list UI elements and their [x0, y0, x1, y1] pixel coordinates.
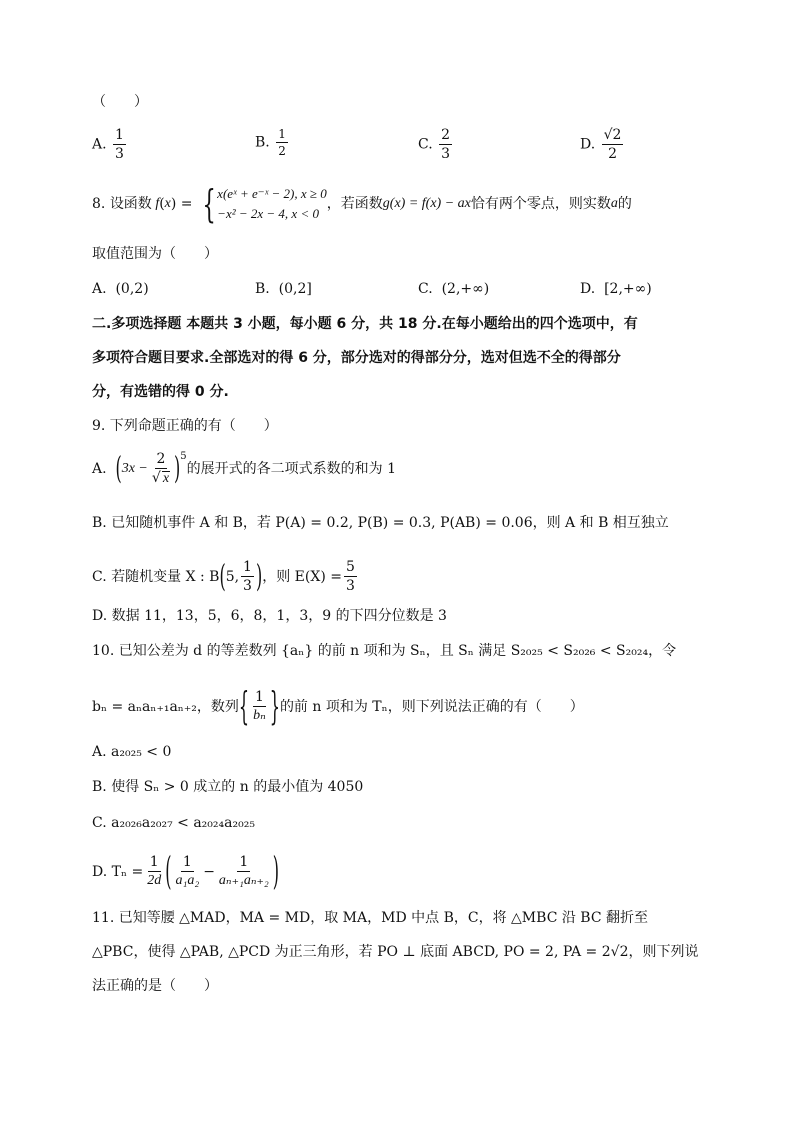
section2-line3: 分，有选错的得 0 分.	[92, 384, 229, 400]
q10-option-d-fraction3: $\frac{1}{\text{aₙ₊₁aₙ₊₂}}$	[218, 854, 269, 888]
q7-option-c-fraction: $\frac{2}{3}$	[441, 127, 451, 162]
q8-stem: 8. 设函数 f ( x ) = { x(eˣ + e⁻ˣ − 2), x ≥ 0 −x² − 2x − 4, x < 0 ，若函数 g(x) = f(x) − ax 恰有两个零点，则实数 a 的	[92, 182, 632, 226]
q10-option-c: C. a₂₀₂₆a₂₀₂₇ < a₂₀₂₄a₂₀₂₅	[92, 815, 255, 831]
section2-line2: 多项符合题目要求.全部选对的得 6 分，部分选对的得部分分，选对但选不全的得部分	[92, 350, 621, 366]
q10-option-b: B. 使得 Sₙ > 0 成立的 n 的最小值为 4050	[92, 779, 364, 795]
q7-option-d-fraction: $\frac{√2}{2}$	[603, 127, 622, 162]
q10-option-d-fraction2: $\frac{1}{\text{a₁a₂}}$	[175, 854, 200, 888]
q8-option-a: A. (0,2)	[92, 281, 149, 297]
q9-option-c-fraction1: $\frac{1}{3}$	[243, 559, 252, 594]
q9-option-a-fraction: $\frac{2}{√ x}$	[151, 451, 170, 486]
q9-option-d: D. 数据 11，13，5，6，8，1，3，9 的下四分位数是 3	[92, 608, 447, 624]
piecewise-function: { x(eˣ + e⁻ˣ − 2), x ≥ 0 −x² − 2x − 4, x < 0	[202, 182, 327, 226]
q7-option-a: A. $\frac{1}{3}$	[92, 127, 124, 162]
q11-stem-line3: 法正确的是（ ）	[92, 978, 218, 994]
q10-reciprocal-fraction: $\frac{1}{\text{bₙ}}$	[253, 689, 266, 723]
q9-option-a: A. ( 3x − $\frac{2}{√ x}$ ) $^5$ 的展开式的各二项式系数的和为 1	[92, 450, 397, 487]
q7-option-d: D. $\frac{√2}{2}$	[580, 127, 622, 162]
q7-tail: （ ）	[92, 94, 148, 110]
section2-line1: 二.多项选择题 本题共 3 小题，每小题 6 分，共 18 分.在每小题给出的四个选项中，有	[92, 316, 638, 332]
q8-stem-line2: 取值范围为（ ）	[92, 246, 218, 262]
q10-stem-line2: bₙ = aₙaₙ₊₁aₙ₊₂，数列 { $\frac{1}{\text{bₙ}}$ } 的前 n 项和为 Tₙ，则下列说法正确的有（ ）	[92, 682, 584, 729]
q7-option-b-fraction: $\frac{1}{2}$	[278, 127, 286, 158]
q11-stem-line1: 11. 已知等腰 △MAD，MA = MD，取 MA，MD 中点 B，C，将 △MBC 沿 BC 翻折至	[92, 910, 649, 926]
q10-stem-line1: 10. 已知公差为 d 的等差数列 {aₙ} 的前 n 项和为 Sₙ，且 Sₙ 满足 S₂₀₂₅ < S₂₀₂₆ < S₂₀₂₄，令	[92, 643, 677, 659]
q7-option-a-fraction: $\frac{1}{3}$	[115, 127, 124, 162]
q9-option-c-fraction2: $\frac{5}{3}$	[345, 559, 355, 594]
q7-option-c: C. $\frac{2}{3}$	[418, 127, 451, 162]
q8-option-d: D. [2,+∞)	[580, 281, 652, 297]
q9-stem: 9. 下列命题正确的有（ ）	[92, 418, 278, 434]
q10-option-d-fraction1: $\frac{1}{2d}$	[147, 854, 162, 888]
q10-option-a: A. a₂₀₂₅ < 0	[92, 744, 172, 760]
q7-option-b: B. $\frac{1}{2}$	[255, 127, 286, 158]
q10-option-d: D. Tₙ = $\frac{1}{2d}$ ( $\frac{1}{\text{a₁a₂}}$ − $\frac{1}{\text{aₙ₊₁aₙ₊₂}}$ )	[92, 847, 280, 894]
q8-option-c: C. (2,+∞)	[418, 281, 490, 297]
q11-stem-line2: △PBC，使得 △PAB, △PCD 为正三角形，若 PO ⊥ 底面 ABCD, PO = 2, PA = 2√2，则下列说	[92, 944, 699, 960]
q9-option-b: B. 已知随机事件 A 和 B，若 P(A) = 0.2, P(B) = 0.3, P(AB) = 0.06，则 A 和 B 相互独立	[92, 515, 669, 531]
q8-option-b: B. (0,2]	[255, 281, 312, 297]
q9-option-c: C. 若随机变量 X : B ( 5, $\frac{1}{3}$ ) ，则 E(X) = $\frac{5}{3}$	[92, 557, 355, 594]
